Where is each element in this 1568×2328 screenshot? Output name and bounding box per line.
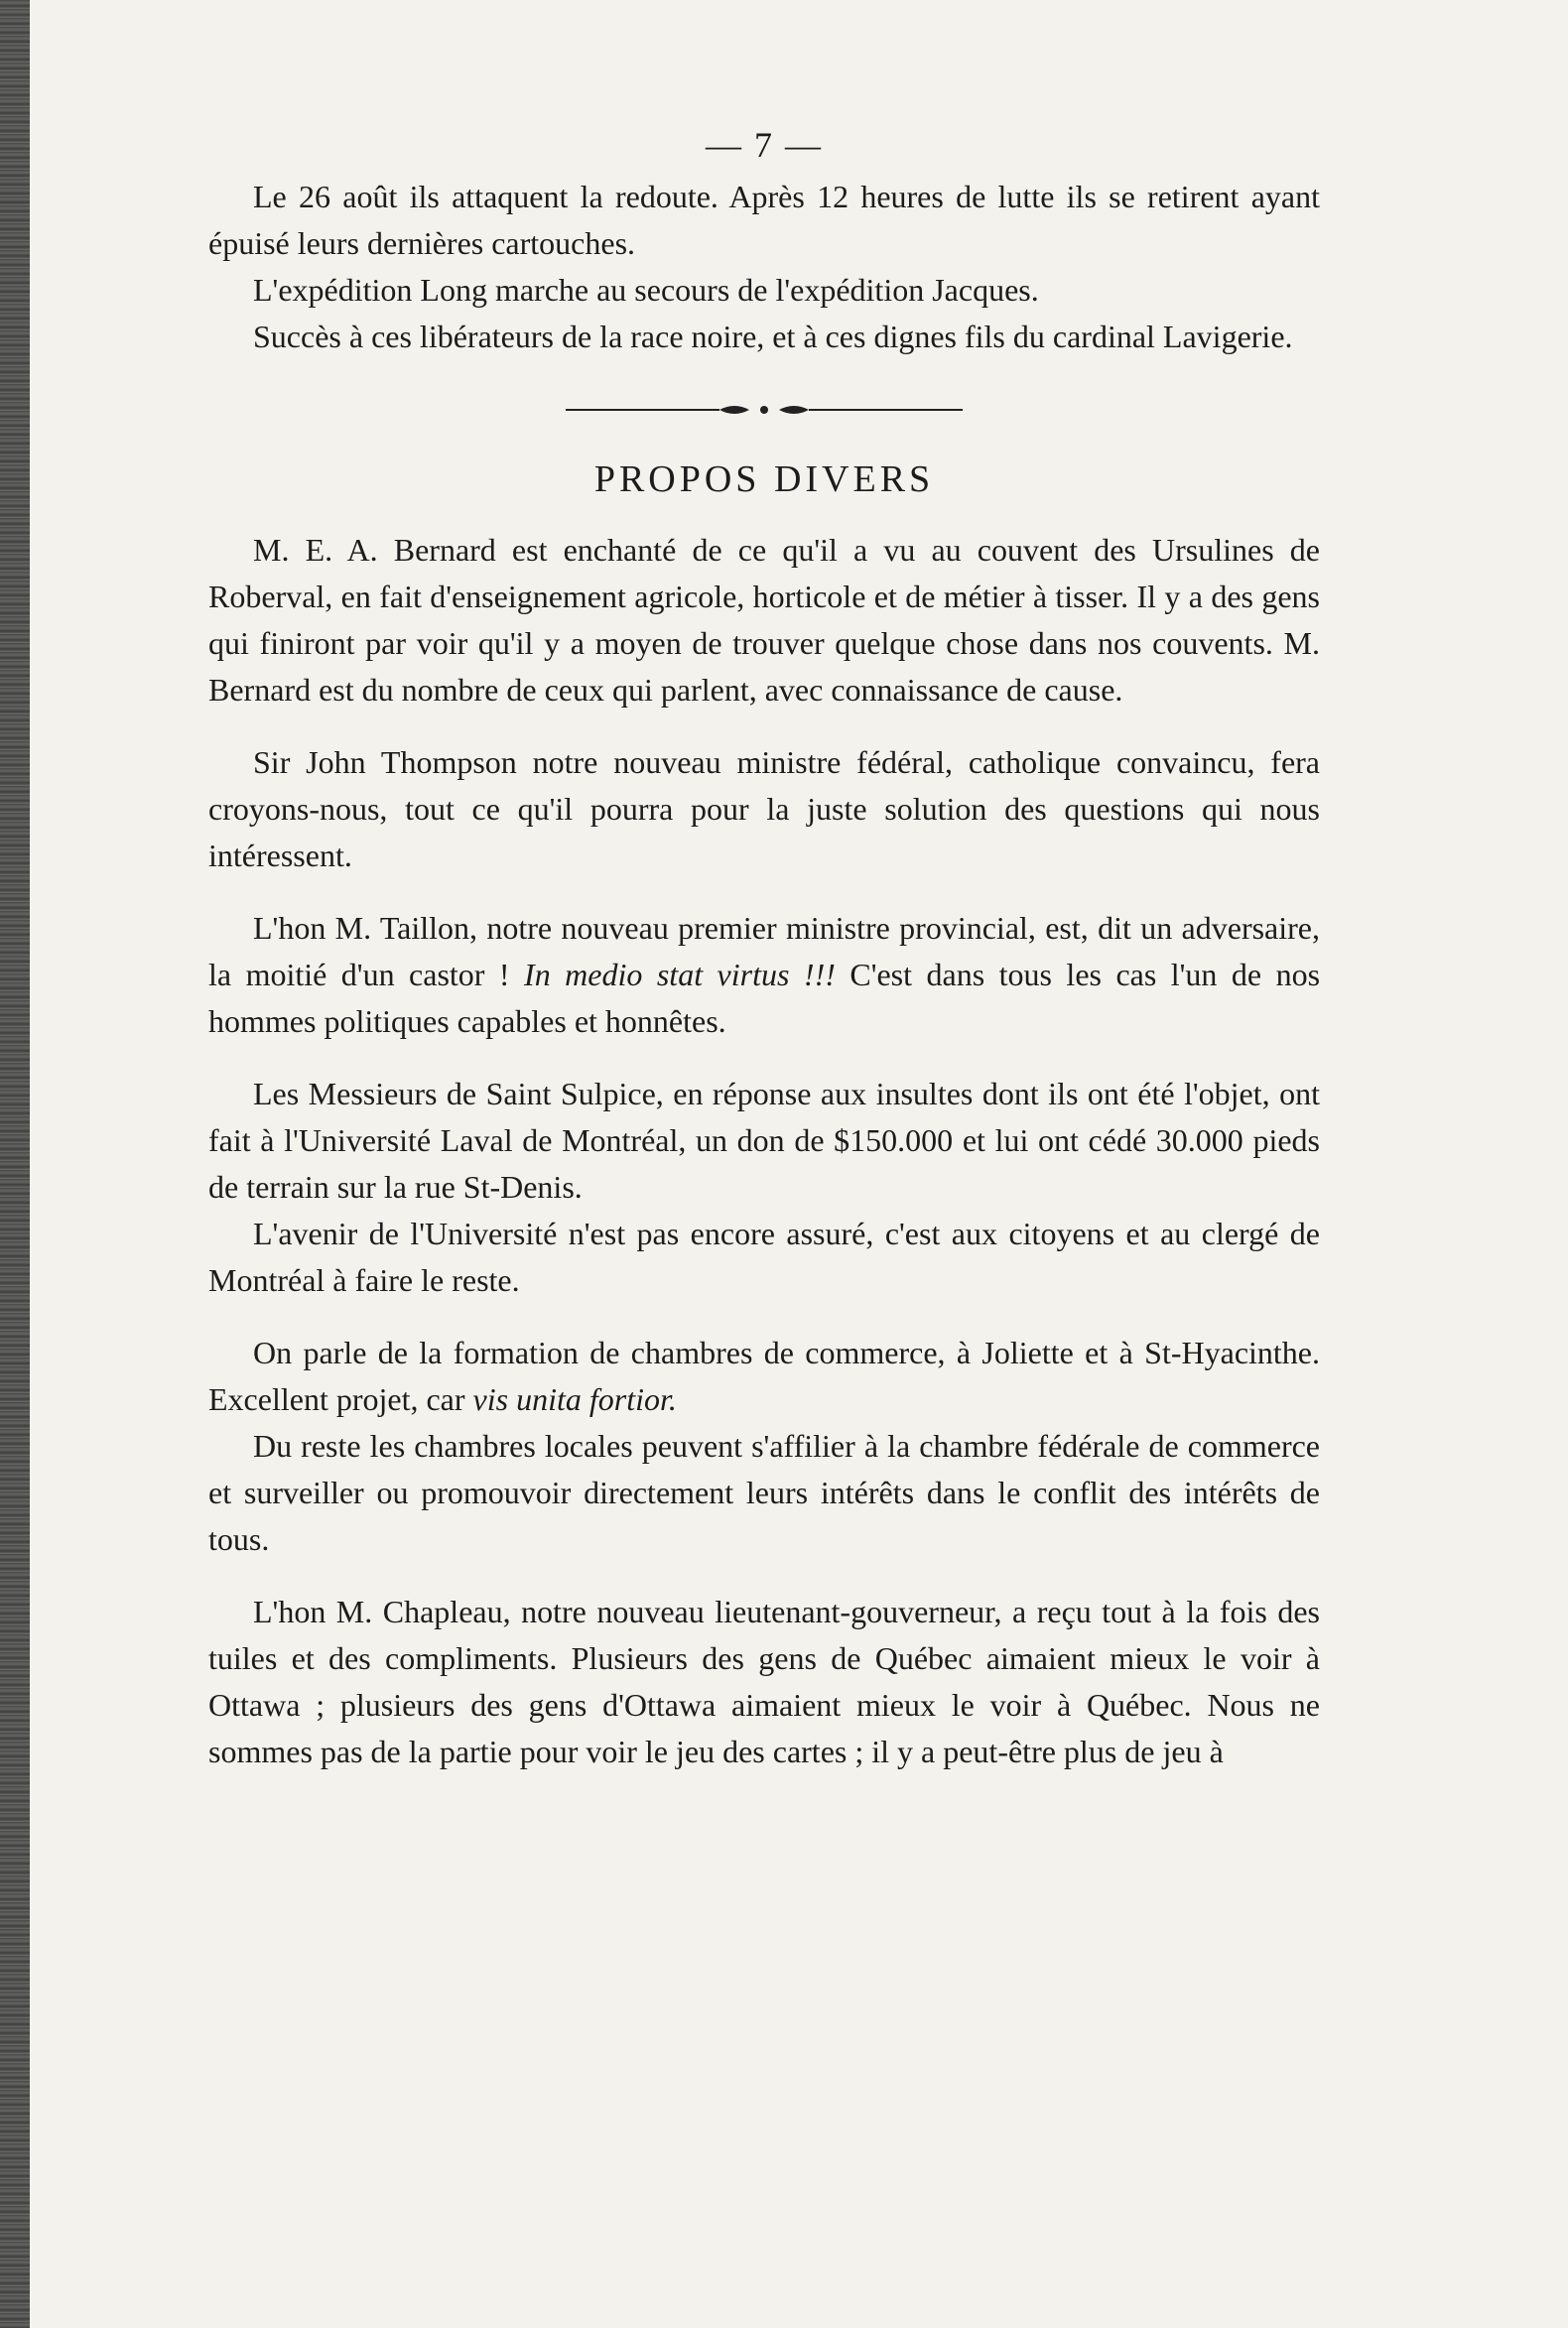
page-number: — 7 — <box>706 125 823 165</box>
divider-ornament <box>208 400 1320 420</box>
intro-paragraph-2: L'expédition Long marche au secours de l'expédition Jacques. <box>253 272 1039 308</box>
intro-paragraph-3: Succès à ces libérateurs de la race noire, et à ces dignes fils du cardinal Lavigerie. <box>253 319 1293 354</box>
paragraph-bernard: M. E. A. Bernard est enchanté de ce qu'il a vu au couvent des Ursulines de Roberval, en fait d'enseignement agricole, horticole et de métier à tisser. Il y a des gens qui finiront par voir qu'il y a moyen de trouver quelque chose dans nos couvents. M. Bernard est du nombre de ceux qui parlent, avec connaissance de cause. <box>208 532 1320 708</box>
paragraph-chapleau: L'hon M. Chapleau, notre nouveau lieutenant-gouverneur, a reçu tout à la fois des tuiles et des compliments. Plusieurs des gens de Québec aimaient mieux le voir à Ottawa ; plusieurs des gens d'Ottawa aimaient mieux le voir à Québec. Nous ne sommes pas de la partie pour voir le jeu des cartes ; il y a peut-être plus de jeu à <box>208 1594 1320 1769</box>
paragraph-chambres-locales: Du reste les chambres locales peuvent s'affilier à la chambre fédérale de commerce et surveiller ou promouvoir directement leurs intérêts dans le conflit des intérêts de tous. <box>208 1428 1320 1557</box>
intro-paragraph-1: Le 26 août ils attaquent la redoute. Après 12 heures de lutte ils se retirent ayant épuisé leurs dernières cartouches. <box>208 179 1320 261</box>
paragraph-thompson: Sir John Thompson notre nouveau ministre fédéral, catholique convaincu, fera croyons-nous, tout ce qu'il pourra pour la juste solution des questions qui nous intéressent. <box>208 744 1320 873</box>
binding-edge <box>0 0 30 2328</box>
taillon-text-start: L'hon M. Taillon, notre nouveau premier ministre provincial, est, dit un adversaire, la moitié d'un castor ! <box>208 910 1320 992</box>
paragraph-universite: L'avenir de l'Université n'est pas encore assuré, c'est aux citoyens et au clergé de Montréal à faire le reste. <box>208 1216 1320 1298</box>
paragraph-sulpice: Les Messieurs de Saint Sulpice, en réponse aux insultes dont ils ont été l'objet, ont fait à l'Université Laval de Montréal, un don de $150.000 et lui ont cédé 30.000 pieds de terrain sur la rue St-Denis. <box>208 1076 1320 1205</box>
paragraph-taillon <box>208 905 1320 1045</box>
taillon-text-end: C'est dans tous les cas l'un de nos hommes politiques capables et honnêtes. <box>208 957 1321 1039</box>
latin-quote-fortior: vis unita fortior. <box>472 1381 677 1417</box>
chambres-text: On parle de la formation de chambres de commerce, à Joliette et à St-Hyacinthe. Excellent projet, car <box>208 1335 1320 1417</box>
paragraph-chambres <box>208 1330 1320 1423</box>
latin-quote-virtus: In medio stat virtus !!! <box>524 957 836 992</box>
section-title: PROPOS DIVERS <box>593 458 935 500</box>
page-body <box>208 124 1320 1775</box>
